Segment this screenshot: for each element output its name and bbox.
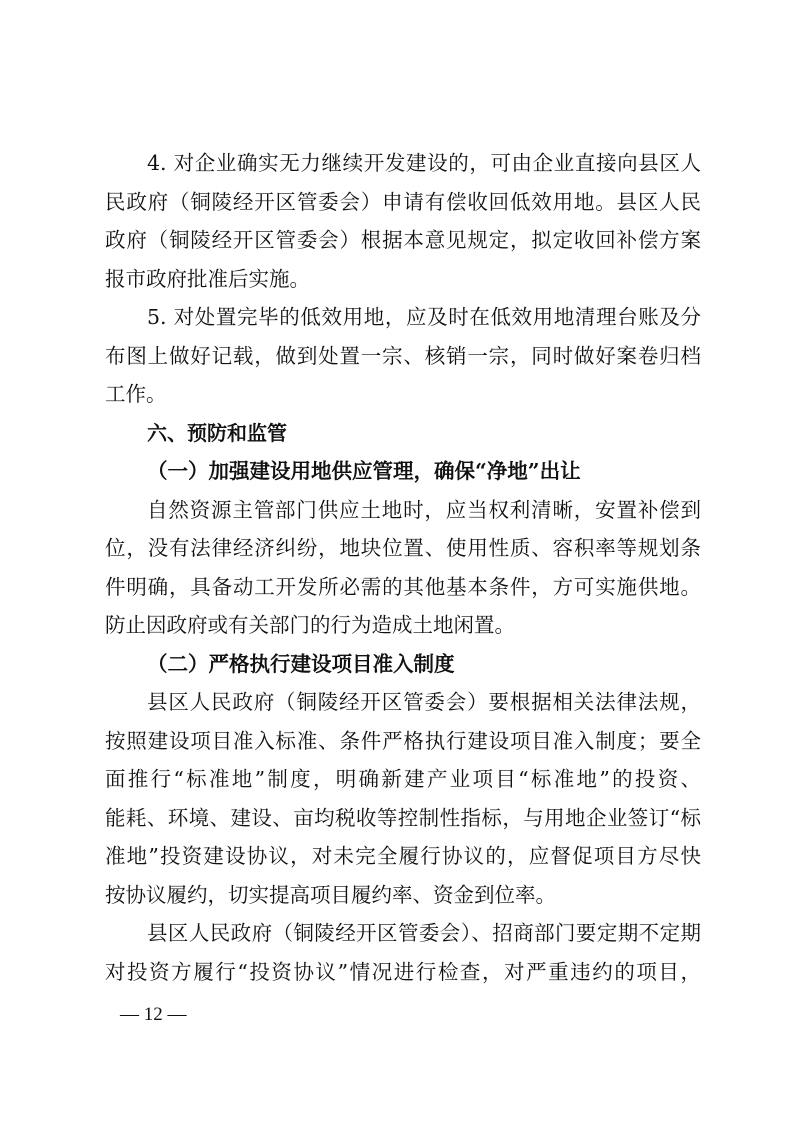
paragraph: [105, 144, 701, 298]
text-line: 能耗、环境、建设、亩均税收等控制性指标，与用地企业签订“标: [105, 805, 701, 830]
text-line: 按照建设项目准入标准、条件严格执行建设项目准入制度；要全: [105, 728, 701, 753]
page-number: — 12 —: [120, 1004, 187, 1025]
paragraph: [105, 914, 701, 991]
text-line: 准地”投资建设协议，对未完全履行协议的，应督促项目方尽快: [105, 844, 701, 868]
text-line: 按协议履约，切实提高项目履约率、资金到位率。: [105, 882, 556, 907]
subsection-heading: [105, 452, 701, 491]
text-line: 县区人民政府（铜陵经开区管委会）要根据相关法律法规，: [147, 690, 701, 714]
text-line: 件明确，具备动工开发所必需的其他基本条件，方可实施供地。: [105, 574, 701, 599]
text-line: 政府（铜陵经开区管委会）根据本意见规定，拟定收回补偿方案: [105, 228, 701, 252]
document-body: [105, 144, 701, 991]
text-line: 4. 对企业确实无力继续开发建设的，可由企业直接向县区人: [147, 151, 701, 175]
text-line: 5. 对处置完毕的低效用地，应及时在低效用地清理台账及分: [147, 305, 701, 329]
text-line: 对投资方履行“投资协议”情况进行检查，对严重违约的项目，: [105, 959, 701, 984]
paragraph: [105, 491, 701, 645]
section-heading: [105, 414, 701, 453]
text-line: （一）加强建设用地供应管理，确保“净地”出让: [147, 459, 581, 483]
text-line: 报市政府批准后实施。: [105, 266, 310, 291]
text-line: 防止因政府或有关部门的行为造成土地闲置。: [105, 613, 515, 637]
text-line: 民政府（铜陵经开区管委会）申请有偿收回低效用地。县区人民: [105, 189, 701, 214]
paragraph: [105, 298, 701, 414]
text-line: 工作。: [105, 382, 167, 406]
paragraph: [105, 683, 701, 914]
text-line: 位，没有法律经济纠纷，地块位置、使用性质、容积率等规划条: [105, 536, 701, 560]
text-line: 县区人民政府（铜陵经开区管委会）、招商部门要定期不定期: [147, 921, 701, 945]
subsection-heading: [105, 645, 701, 684]
text-line: （二）严格执行建设项目准入制度: [147, 651, 455, 676]
text-line: 六、预防和监管: [147, 420, 287, 445]
text-line: 面推行“标准地”制度，明确新建产业项目“标准地”的投资、: [105, 767, 701, 791]
text-line: 自然资源主管部门供应土地时，应当权利清晰，安置补偿到: [147, 497, 701, 522]
text-line: 布图上做好记载，做到处置一宗、核销一宗，同时做好案卷归档: [105, 343, 701, 368]
